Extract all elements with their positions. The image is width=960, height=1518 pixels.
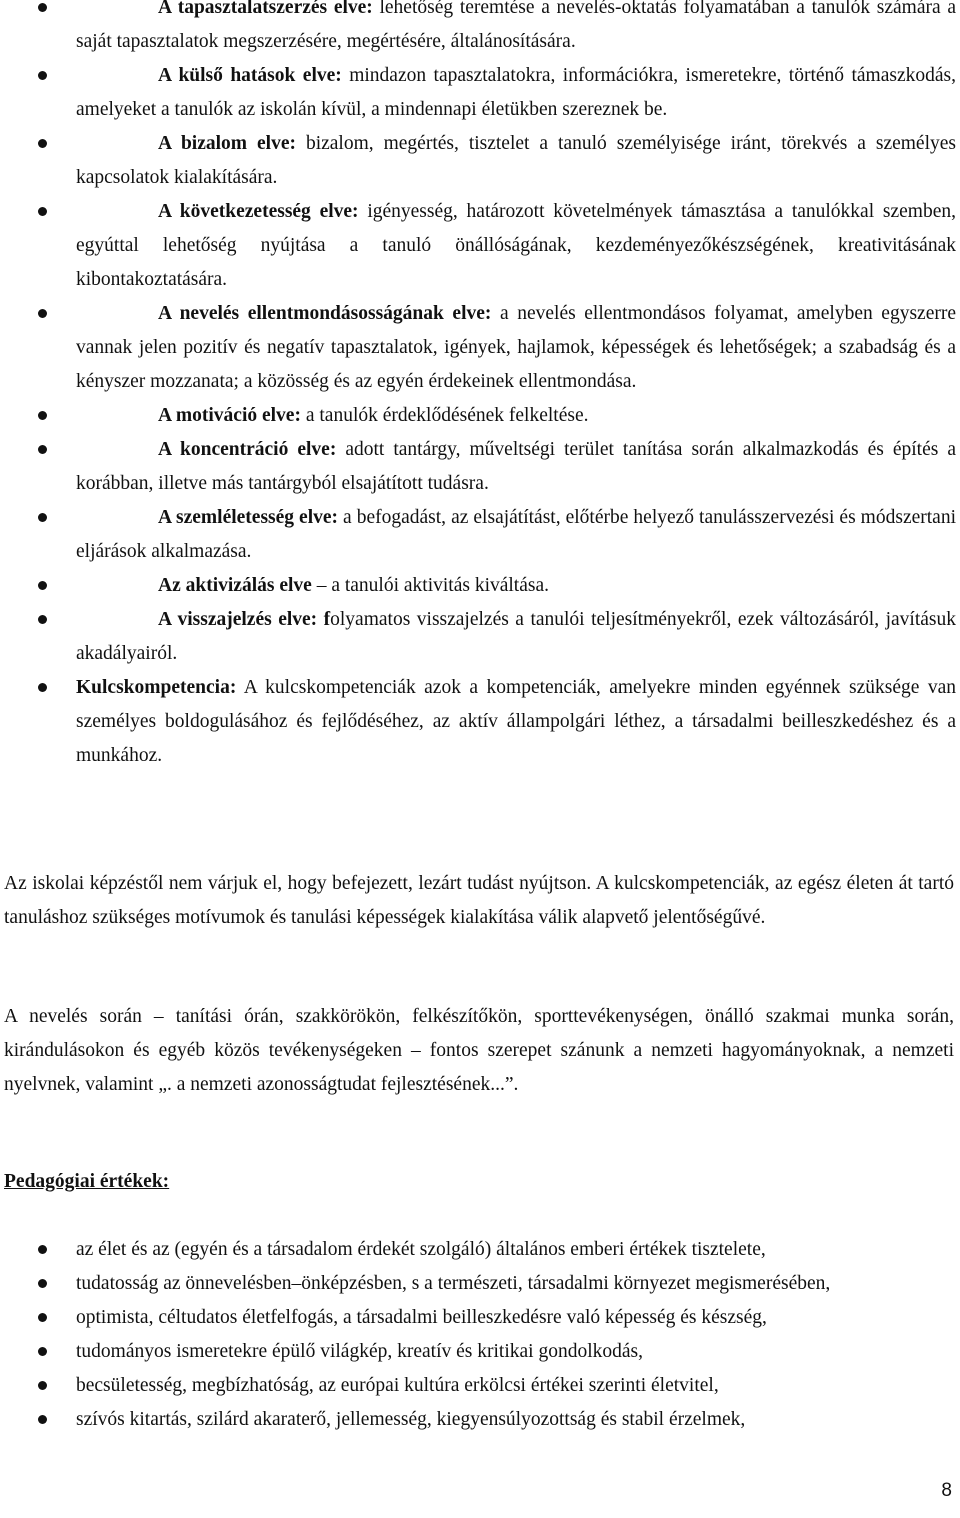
bullet-icon: [38, 1279, 47, 1288]
bullet-icon: [38, 139, 47, 148]
bullet-icon: [38, 71, 47, 80]
principle-title: A külső hatások elve:: [158, 65, 342, 86]
list-item: [0, 1267, 960, 1301]
list-item: [0, 127, 960, 195]
value-text: szívós kitartás, szilárd akaraterő, jellemesség, kiegyensúlyozottság és stabil érzelmek,: [76, 1409, 746, 1430]
list-item: [0, 1233, 960, 1267]
section-heading-values: Pedagógiai értékek:: [4, 1171, 170, 1192]
list-item: [0, 1335, 960, 1369]
principle-text: igényesség, határozott követelmények támasztása a tanulókkal szemben, egyúttal lehetőség nyújtása a tanuló önállóságának, kezdeményezőkészségének, kreativitásának kibontakoztatására.: [76, 201, 956, 290]
list-item: [0, 195, 960, 297]
bullet-icon: [38, 1381, 47, 1390]
principle-title: A nevelés ellentmondásosságának elve:: [158, 303, 492, 324]
bullet-icon: [38, 207, 47, 216]
principle-title: A koncentráció elve:: [158, 439, 337, 460]
bullet-icon: [38, 309, 47, 318]
value-text: becsületesség, megbízhatóság, az európai kultúra erkölcsi értékei szerinti életvitel,: [76, 1375, 719, 1396]
paragraph-education: Az iskolai képzéstől nem várjuk el, hogy befejezett, lezárt tudást nyújtson. A kulcskompetenciák, az egész életen át tartó tanuláshoz szükséges motívumok és tanulási képességek kialakítása válik alapvető jelentőségűvé.: [4, 873, 954, 928]
principle-title: A következetesség elve:: [158, 201, 359, 222]
bullet-icon: [38, 1245, 47, 1254]
principle-text: lehetőség teremtése a nevelés-oktatás folyamatában a tanulók számára a saját tapasztalatok megszerzésére, megértésére, általánosítására.: [76, 0, 956, 52]
principle-text: a tanulók érdeklődésének felkeltése.: [300, 405, 589, 426]
value-text: optimista, céltudatos életfelfogás, a társadalmi beilleszkedésre való képesség és készség,: [76, 1307, 767, 1328]
principle-text: a befogadást, az elsajátítást, előtérbe helyező tanulásszervezési és módszertani eljárások alkalmazása.: [76, 507, 956, 562]
list-item: [0, 0, 960, 59]
bullet-icon: [38, 445, 47, 454]
paragraph-national-traditions: A nevelés során – tanítási órán, szakkörökön, felkészítőkön, sporttevékenységen, önálló szakmai munka során, kirándulásokon és egyéb közös tevékenységeken – fontos szerepet szánunk a nemzeti hagyományoknak, a nemzeti nyelvnek, valamint „. a nemzeti azonosságtudat fejlesztésének...”.: [4, 1006, 954, 1095]
principle-text: mindazon tapasztalatokra, információkra, ismeretekre, történő támaszkodás, amelyeket a tanulók az iskolán kívül, a mindennapi életükben szereznek be.: [76, 65, 956, 120]
value-text: tudatosság az önnevelésben–önképzésben, s a természeti, társadalmi környezet megismerésében,: [76, 1273, 831, 1294]
values-list: [0, 1233, 960, 1437]
list-item: [0, 59, 960, 127]
value-text: az élet és az (egyén és a társadalom érdekét szolgáló) általános emberi értékek tisztelete,: [76, 1239, 766, 1260]
bullet-icon: [38, 411, 47, 420]
principle-title: A bizalom elve:: [158, 133, 296, 154]
list-item: [0, 1369, 960, 1403]
list-item: [0, 399, 960, 433]
value-text: tudományos ismeretekre épülő világkép, kreatív és kritikai gondolkodás,: [76, 1341, 643, 1362]
principle-title: A motiváció elve:: [158, 405, 301, 426]
bullet-icon: [38, 615, 47, 624]
bullet-icon: [38, 581, 47, 590]
principle-text: – a tanulói aktivitás kiváltása.: [311, 575, 550, 596]
bullet-icon: [38, 1347, 47, 1356]
principle-text: bizalom, megértés, tisztelet a tanuló személyisége iránt, törekvés a személyes kapcsolatok kialakítására.: [76, 133, 956, 188]
page-number: 8: [941, 1480, 952, 1501]
bullet-icon: [38, 3, 47, 12]
list-item: [0, 1301, 960, 1335]
list-item: [0, 569, 960, 603]
principle-text: adott tantárgy, műveltségi terület tanítása során alkalmazkodás és építés a korábban, illetve más tantárgyból elsajátított tudásra.: [76, 439, 957, 494]
bullet-icon: [38, 1313, 47, 1322]
principle-text: a nevelés ellentmondásos folyamat, amelyben egyszerre vannak jelen pozitív és negatív tapasztalatok, igények, hajlamok, képességek és lehetőségek; a szabadság és a kényszer mozzanata; a közösség és az egyén érdekeinek ellentmondása.: [76, 303, 956, 392]
principle-title: A tapasztalatszerzés elve:: [158, 0, 373, 18]
principle-text: olyamatos visszajelzés a tanulói teljesítményekről, ezek változásáról, javításuk akadályairól.: [76, 609, 956, 664]
list-item-key-competence: [0, 671, 960, 773]
key-competence-text: A kulcskompetenciák azok a kompetenciák, amelyekre minden egyénnek szüksége van személyes boldogulásához és fejlődéséhez, az aktív állampolgári léthez, a társadalmi beilleszkedéshez és a munkához.: [76, 677, 956, 766]
list-item: [0, 1403, 960, 1437]
key-competence-title: Kulcskompetencia:: [76, 677, 237, 698]
principle-title: A szemléletesség elve:: [158, 507, 339, 528]
bullet-icon: [38, 513, 47, 522]
bullet-icon: [38, 683, 47, 692]
bullet-icon: [38, 1415, 47, 1424]
list-item: [0, 603, 960, 671]
list-item: [0, 501, 960, 569]
principle-title: A visszajelzés elve: f: [158, 609, 331, 630]
list-item: [0, 433, 960, 501]
principle-title: Az aktivizálás elve: [158, 575, 312, 596]
list-item: [0, 297, 960, 399]
